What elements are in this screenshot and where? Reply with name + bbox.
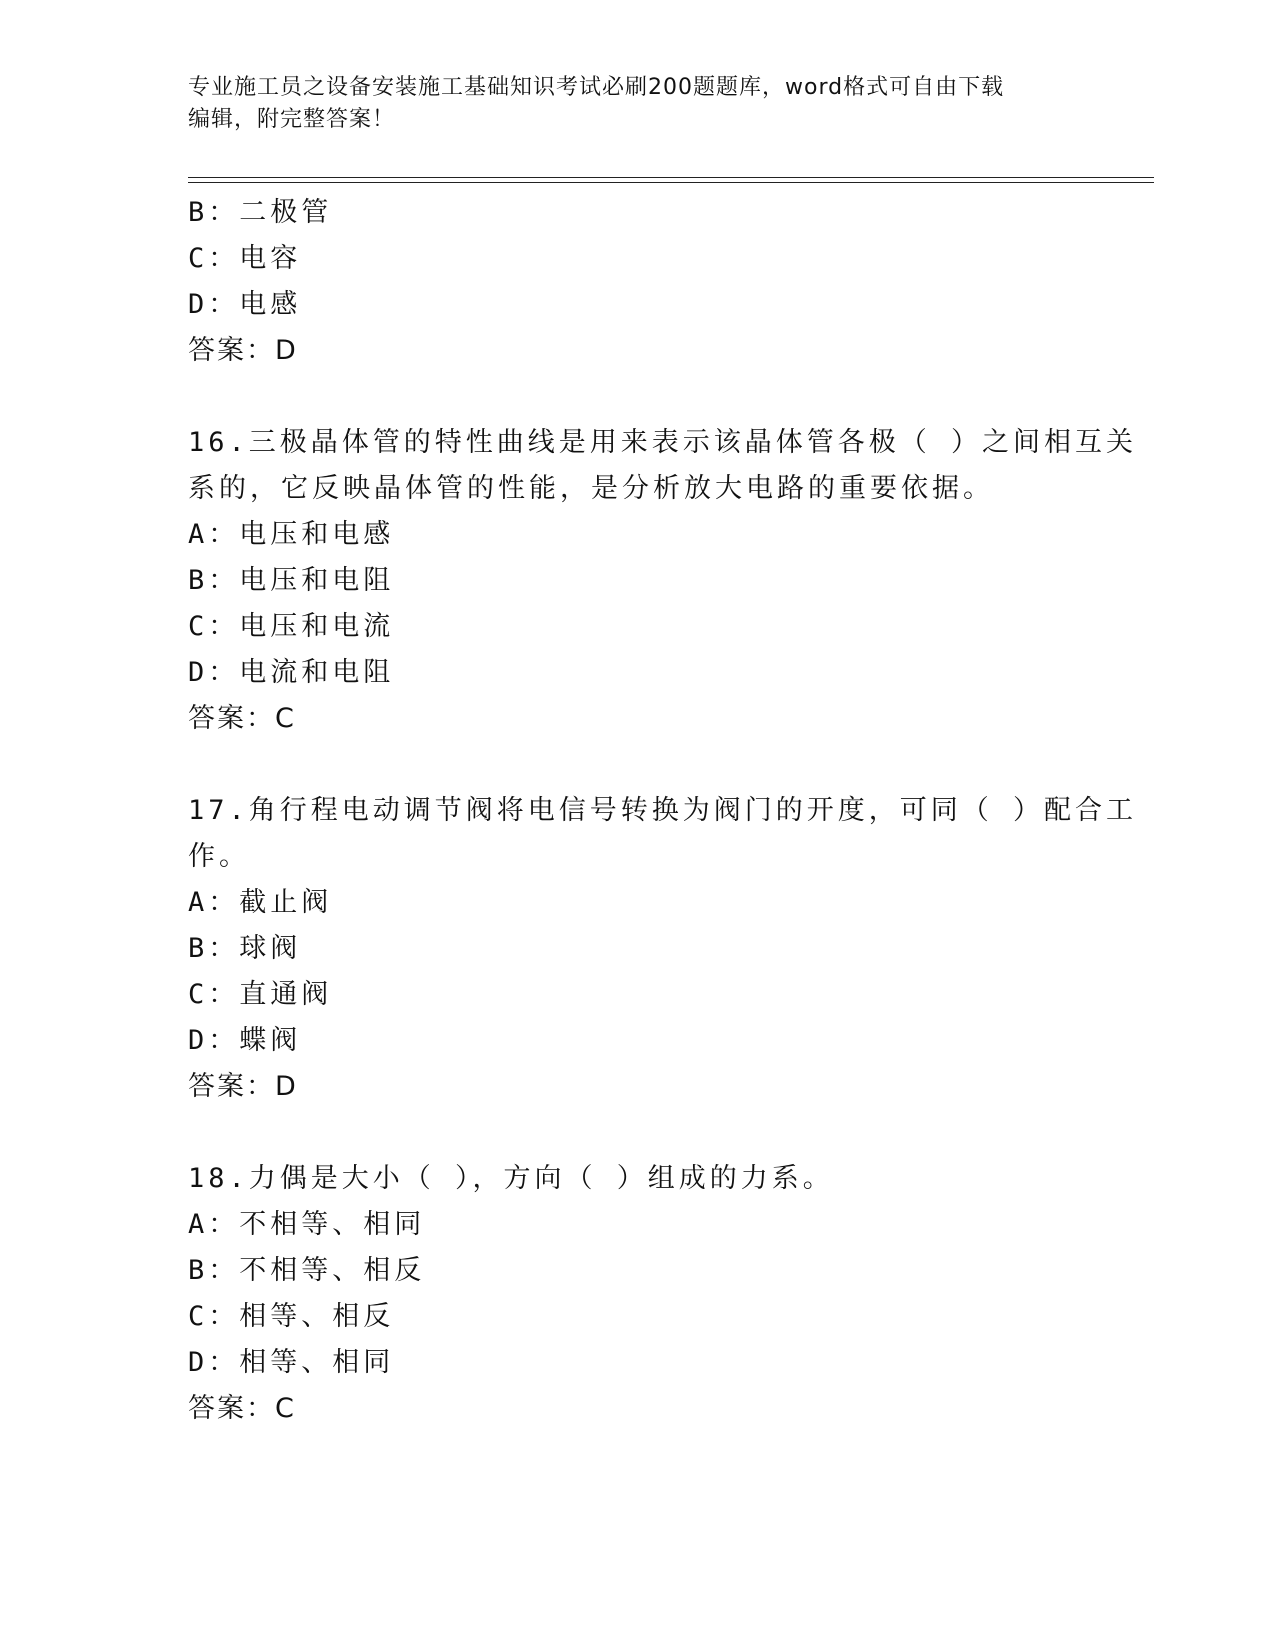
option-c: C：电压和电流 <box>188 611 395 642</box>
spacer <box>188 742 1068 788</box>
option-b: B：二极管 <box>188 197 333 228</box>
question-text <box>188 788 1138 880</box>
document-header <box>188 72 1088 136</box>
partial-question <box>188 190 1068 374</box>
question-text-line: 16.三极晶体管的特性曲线是用来表示该晶体管各极（ ）之间相互关 <box>188 427 1138 458</box>
option-c: C：相等、相反 <box>188 1301 395 1332</box>
header-divider-top <box>188 177 1154 178</box>
option-d: D：电感 <box>188 289 302 320</box>
spacer <box>188 1110 1068 1156</box>
question-18 <box>188 1156 1068 1432</box>
header-line-2: 编辑，附完整答案！ <box>188 107 396 132</box>
question-text <box>188 1156 1068 1202</box>
header-divider-bottom <box>188 182 1154 183</box>
question-text-line: 作。 <box>188 841 250 872</box>
spacer <box>188 374 1068 420</box>
question-17 <box>188 788 1138 1110</box>
option-a: A：不相等、相同 <box>188 1209 426 1240</box>
option-d: D：相等、相同 <box>188 1347 395 1378</box>
answer-line: 答案：C <box>188 703 296 734</box>
header-line-1: 专业施工员之设备安装施工基础知识考试必刷200题题库，word格式可自由下载 <box>188 75 1005 100</box>
answer-line: 答案：D <box>188 1071 298 1102</box>
question-16 <box>188 420 1138 742</box>
question-text-line: 18.力偶是大小（ ），方向（ ）组成的力系。 <box>188 1163 834 1194</box>
option-b: B：电压和电阻 <box>188 565 395 596</box>
option-a: A：电压和电感 <box>188 519 395 550</box>
question-text-line: 17.角行程电动调节阀将电信号转换为阀门的开度，可同（ ）配合工 <box>188 795 1138 826</box>
option-d: D：电流和电阻 <box>188 657 395 688</box>
option-c: C：电容 <box>188 243 302 274</box>
question-text <box>188 420 1138 512</box>
question-list <box>188 190 1138 1432</box>
option-b: B：球阀 <box>188 933 302 964</box>
answer-line: 答案：C <box>188 1393 296 1424</box>
option-c: C：直通阀 <box>188 979 333 1010</box>
option-a: A：截止阀 <box>188 887 333 918</box>
answer-line: 答案：D <box>188 335 298 366</box>
question-text-line: 系的，它反映晶体管的性能，是分析放大电路的重要依据。 <box>188 473 994 504</box>
option-d: D：蝶阀 <box>188 1025 302 1056</box>
option-b: B：不相等、相反 <box>188 1255 426 1286</box>
